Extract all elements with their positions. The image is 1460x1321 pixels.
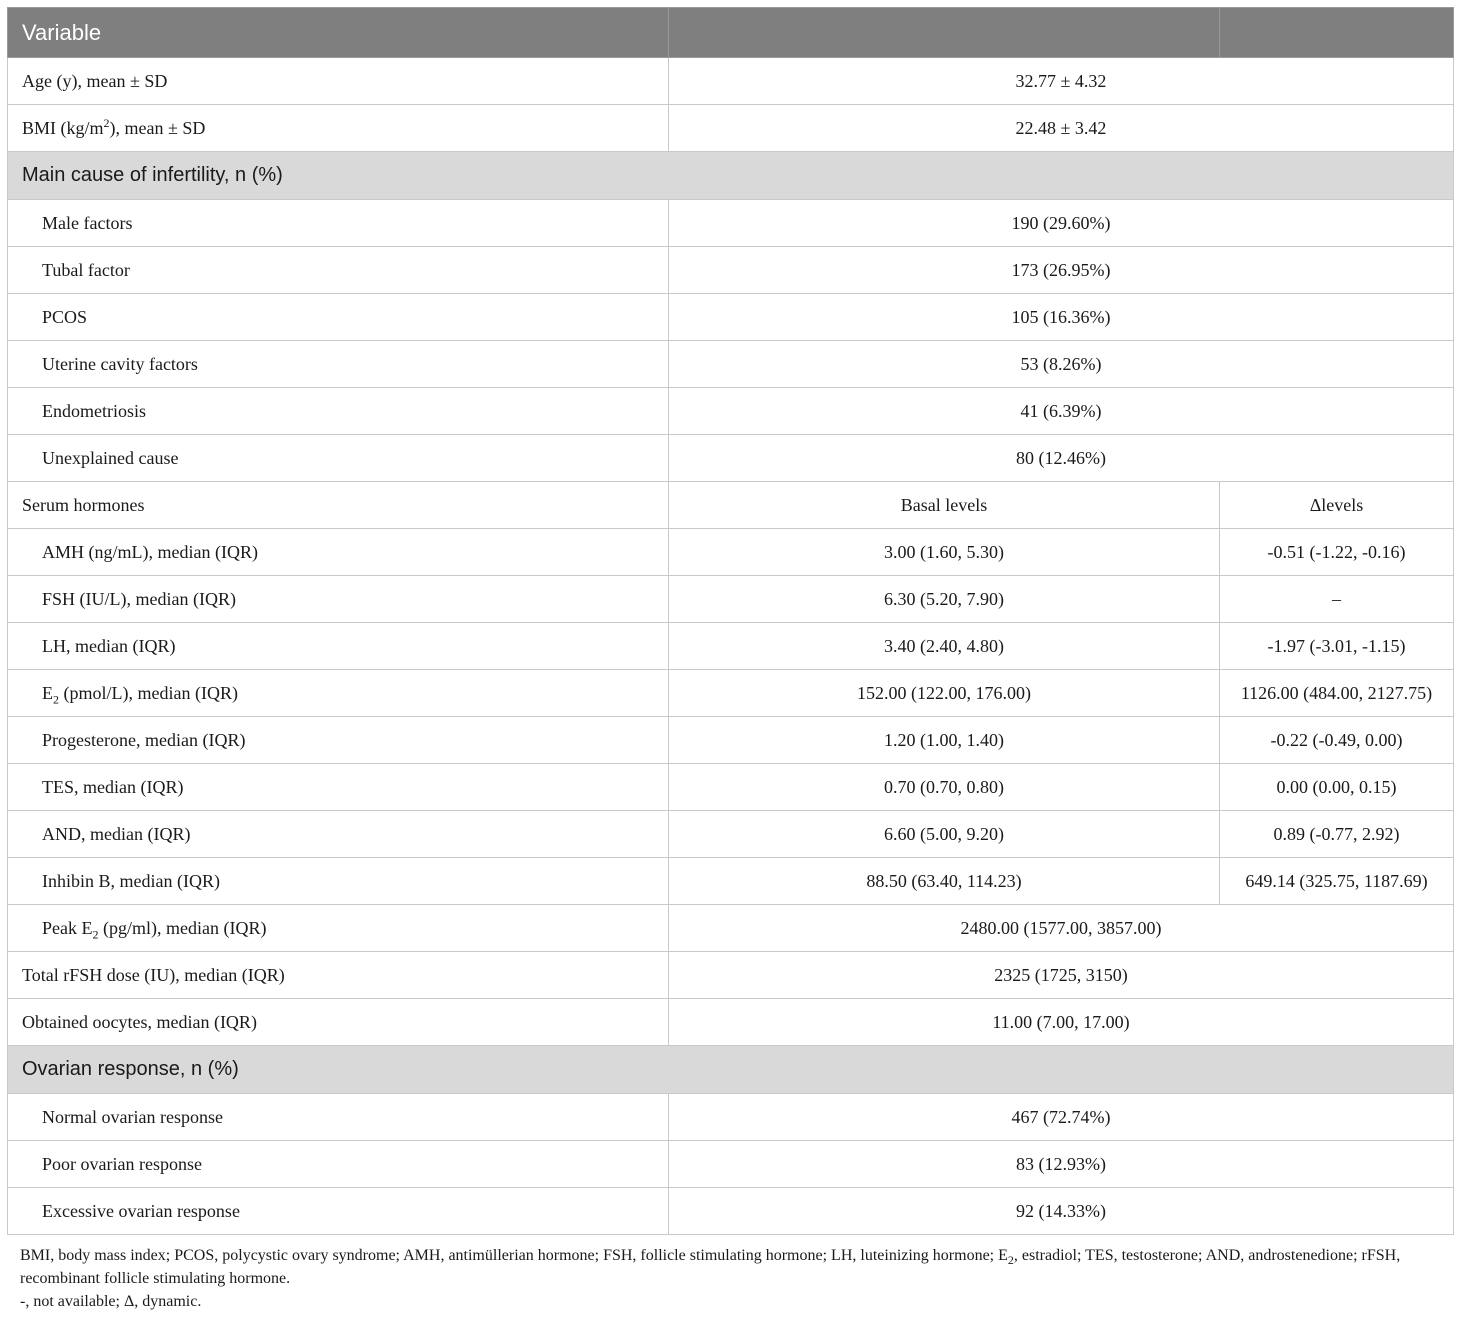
row-value: 467 (72.74%) [669,1094,1454,1141]
table-row [8,999,1454,1046]
basal-value: 3.00 (1.60, 5.30) [669,529,1220,576]
row-value: 190 (29.60%) [669,200,1454,247]
delta-value: -0.51 (-1.22, -0.16) [1220,529,1454,576]
table-row [8,670,1454,717]
table-row [8,576,1454,623]
row-label: Peak $E_2$ (pg/ml), median (IQR) [8,905,669,952]
row-value: 173 (26.95%) [669,247,1454,294]
row-label: LH, median (IQR) [8,623,669,670]
table-row [8,247,1454,294]
basal-value: 88.50 (63.40, 114.23) [669,858,1220,905]
table-row [8,105,1454,152]
table-row [8,200,1454,247]
row-value: 80 (12.46%) [669,435,1454,482]
row-label: Total rFSH dose (IU), median (IQR) [8,952,669,999]
table-row [8,294,1454,341]
table-row [8,717,1454,764]
row-value: 41 (6.39%) [669,388,1454,435]
delta-value: 649.14 (325.75, 1187.69) [1220,858,1454,905]
row-label: Progesterone, median (IQR) [8,717,669,764]
row-value: 92 (14.33%) [669,1188,1454,1235]
section-title: Ovarian response, n (%) [8,1046,1454,1094]
table-header-row [8,8,1454,58]
header-variable: Variable [8,8,669,58]
row-label: Inhibin B, median (IQR) [8,858,669,905]
row-label: Normal ovarian response [8,1094,669,1141]
section-row-cause [8,152,1454,200]
table-row [8,905,1454,952]
delta-value: 0.89 (-0.77, 2.92) [1220,811,1454,858]
section-title: Main cause of infertility, n (%) [8,152,1454,200]
row-value: 53 (8.26%) [669,341,1454,388]
delta-value: -1.97 (-3.01, -1.15) [1220,623,1454,670]
header-col2 [669,8,1220,58]
row-value: 22.48 ± 3.42 [669,105,1454,152]
table-row [8,952,1454,999]
row-label: BMI $(kg/m^2)$, mean ± SD [8,105,669,152]
table-row [8,388,1454,435]
row-value: 2480.00 (1577.00, 3857.00) [669,905,1454,952]
row-label: Obtained oocytes, median (IQR) [8,999,669,1046]
table-row [8,623,1454,670]
row-label: TES, median (IQR) [8,764,669,811]
basal-value: 152.00 (122.00, 176.00) [669,670,1220,717]
row-label: Unexplained cause [8,435,669,482]
basal-levels-header: Basal levels [669,482,1220,529]
row-label: Male factors [8,200,669,247]
hormones-header-row [8,482,1454,529]
table-row [8,58,1454,105]
delta-value: – [1220,576,1454,623]
hormones-label: Serum hormones [8,482,669,529]
row-label: Excessive ovarian response [8,1188,669,1235]
header-col3 [1220,8,1454,58]
row-value: 105 (16.36%) [669,294,1454,341]
row-value: 32.77 ± 4.32 [669,58,1454,105]
table-row [8,1141,1454,1188]
basal-value: 3.40 (2.40, 4.80) [669,623,1220,670]
row-label: Poor ovarian response [8,1141,669,1188]
row-label: $E_2$ (pmol/L), median (IQR) [8,670,669,717]
row-label: Tubal factor [8,247,669,294]
basal-value: 0.70 (0.70, 0.80) [669,764,1220,811]
table-row [8,529,1454,576]
table-row [8,764,1454,811]
row-value: 11.00 (7.00, 17.00) [669,999,1454,1046]
footnote-legend: -, not available; Δ, dynamic. [20,1293,202,1310]
basal-value: 6.60 (5.00, 9.20) [669,811,1220,858]
table-row [8,1188,1454,1235]
table-row [8,858,1454,905]
table-container [7,7,1453,1235]
row-label: Age (y), mean ± SD [8,58,669,105]
table-row [8,811,1454,858]
table-row [8,435,1454,482]
table-footnotes [20,1244,1450,1313]
row-label: AMH (ng/mL), median (IQR) [8,529,669,576]
delta-value: 1126.00 (484.00, 2127.75) [1220,670,1454,717]
basal-value: 1.20 (1.00, 1.40) [669,717,1220,764]
footnote-abbreviations: BMI, body mass index; PCOS, polycystic ovary syndrome; AMH, antimüllerian hormone; FSH, follicle stimulating hormone; LH, luteinizing hormone; $E_2$, estradiol; TES, testosterone; AND, androstenedione; rFSH, recombinant follicle stimulating hormone. [20,1247,1401,1287]
row-label: AND, median (IQR) [8,811,669,858]
row-label: Endometriosis [8,388,669,435]
section-row-response [8,1046,1454,1094]
delta-value: -0.22 (-0.49, 0.00) [1220,717,1454,764]
characteristics-table [7,7,1454,1235]
row-label: PCOS [8,294,669,341]
row-label: FSH (IU/L), median (IQR) [8,576,669,623]
table-row [8,341,1454,388]
table-row [8,1094,1454,1141]
delta-levels-header: Δlevels [1220,482,1454,529]
row-value: 83 (12.93%) [669,1141,1454,1188]
row-label: Uterine cavity factors [8,341,669,388]
basal-value: 6.30 (5.20, 7.90) [669,576,1220,623]
row-value: 2325 (1725, 3150) [669,952,1454,999]
delta-value: 0.00 (0.00, 0.15) [1220,764,1454,811]
